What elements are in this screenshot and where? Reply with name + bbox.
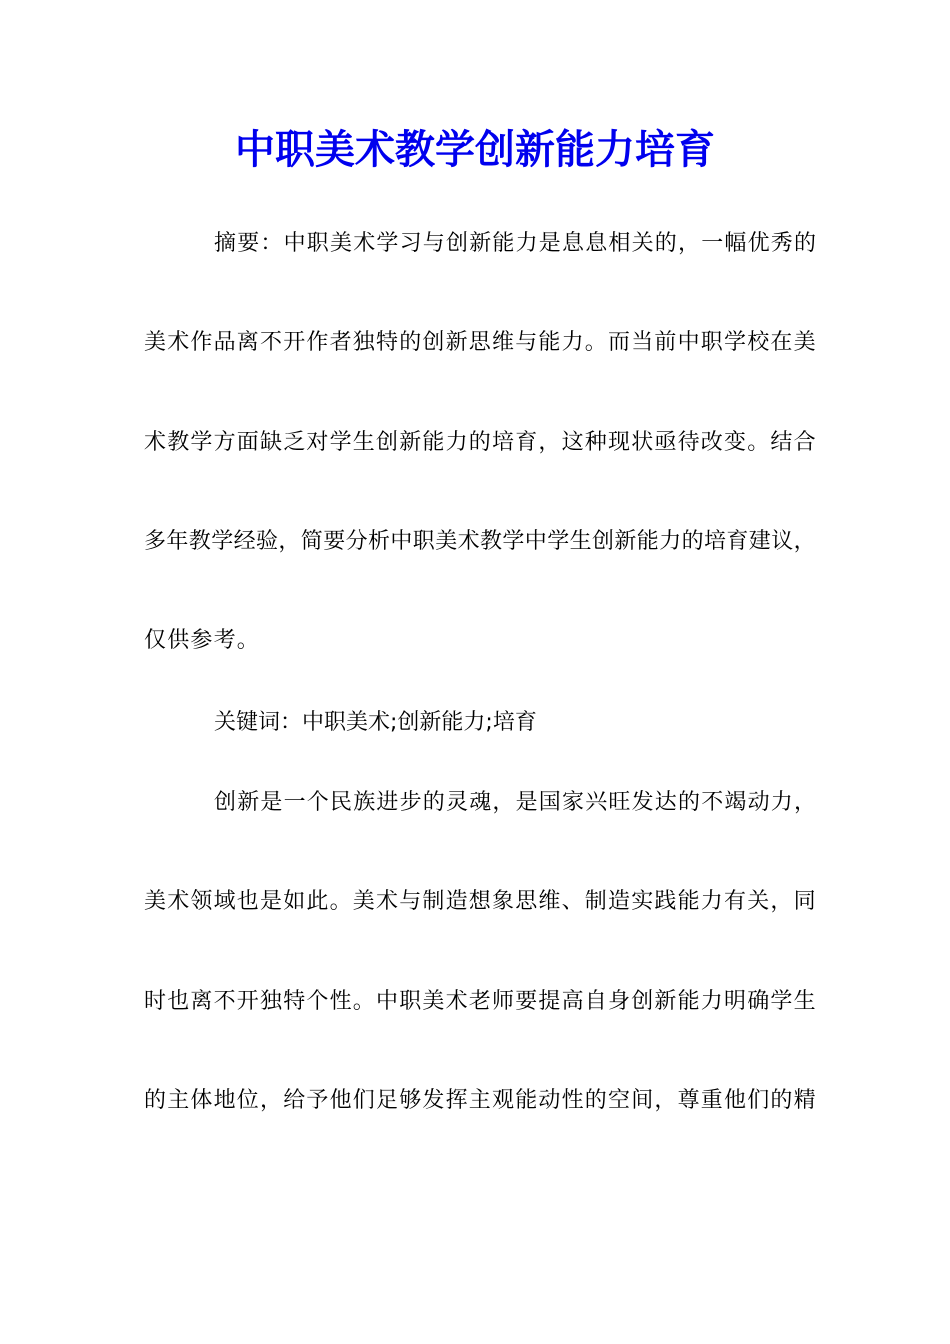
body-line-2: 美术领域也是如此。美术与制造想象思维、制造实践能力有关，同 <box>144 889 817 914</box>
abstract-line-5: 仅供参考。 <box>144 628 261 653</box>
body-line-1: 创新是一个民族进步的灵魂，是国家兴旺发达的不竭动力， <box>214 790 818 815</box>
body-line-4: 的主体地位，给予他们足够发挥主观能动性的空间，尊重他们的精 <box>144 1088 817 1113</box>
abstract-line-2: 美术作品离不开作者独特的创新思维与能力。而当前中职学校在美 <box>144 330 817 355</box>
abstract-line-4: 多年教学经验，简要分析中职美术教学中学生创新能力的培育建议， <box>144 529 817 554</box>
abstract-line-3: 术教学方面缺乏对学生创新能力的培育，这种现状亟待改变。结合 <box>144 430 817 455</box>
document-title: 中职美术教学创新能力培育 <box>235 126 715 173</box>
keywords-line: 关键词：中职美术;创新能力;培育 <box>214 710 537 735</box>
abstract-line-1: 摘要：中职美术学习与创新能力是息息相关的，一幅优秀的 <box>214 231 818 256</box>
body-line-3: 时也离不开独特个性。中职美术老师要提高自身创新能力明确学生 <box>144 989 817 1014</box>
